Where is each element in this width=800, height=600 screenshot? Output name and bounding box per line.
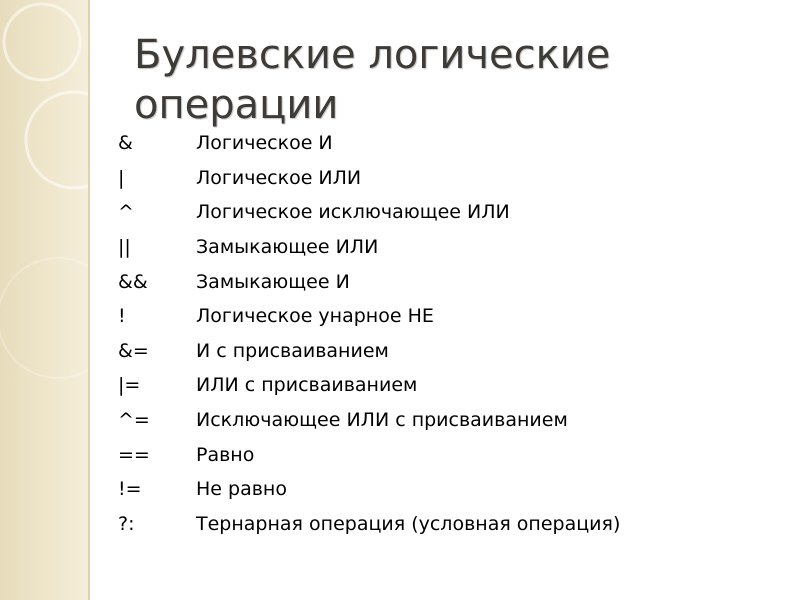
operator-row <box>118 472 778 507</box>
operator-description: Тернарная операция (условная операция) <box>196 512 621 535</box>
operator-description: Логическое И <box>196 132 333 155</box>
operator-symbol: || <box>118 236 131 259</box>
operator-description: Замыкающее И <box>196 270 350 293</box>
operator-symbol: ! <box>118 305 126 328</box>
sidebar-edge <box>88 0 90 600</box>
operator-description: Логическое ИЛИ <box>196 166 362 189</box>
operator-row <box>118 507 778 542</box>
operator-row <box>118 126 778 161</box>
operator-symbol: ?: <box>118 512 135 535</box>
slide-title: Булевские логические операции <box>134 32 611 128</box>
operator-description: Логическое унарное НЕ <box>196 305 434 328</box>
decorative-sidebar <box>0 0 90 600</box>
operator-list <box>118 126 778 541</box>
operator-description: И с присваиванием <box>196 339 389 362</box>
operator-symbol: && <box>118 270 148 293</box>
operator-row <box>118 437 778 472</box>
operator-description: Исключающее ИЛИ с присваиванием <box>196 409 568 432</box>
operator-description: Логическое исключающее ИЛИ <box>196 201 510 224</box>
operator-description: Замыкающее ИЛИ <box>196 236 379 259</box>
operator-symbol: == <box>118 443 150 466</box>
operator-symbol: & <box>118 132 133 155</box>
operator-description: ИЛИ с присваиванием <box>196 374 418 397</box>
operator-symbol: | <box>118 166 125 189</box>
operator-symbol: &= <box>118 339 149 362</box>
operator-row <box>118 161 778 196</box>
decorative-circles <box>0 0 90 600</box>
operator-symbol: ^= <box>118 409 150 432</box>
operator-description: Равно <box>196 443 255 466</box>
operator-row <box>118 403 778 438</box>
operator-symbol: ^ <box>118 201 134 224</box>
operator-row <box>118 334 778 369</box>
operator-description: Не равно <box>196 478 287 501</box>
operator-symbol: != <box>118 478 142 501</box>
operator-row <box>118 299 778 334</box>
operator-row <box>118 195 778 230</box>
operator-row <box>118 368 778 403</box>
operator-row <box>118 230 778 265</box>
operator-row <box>118 264 778 299</box>
operator-symbol: |= <box>118 374 141 397</box>
